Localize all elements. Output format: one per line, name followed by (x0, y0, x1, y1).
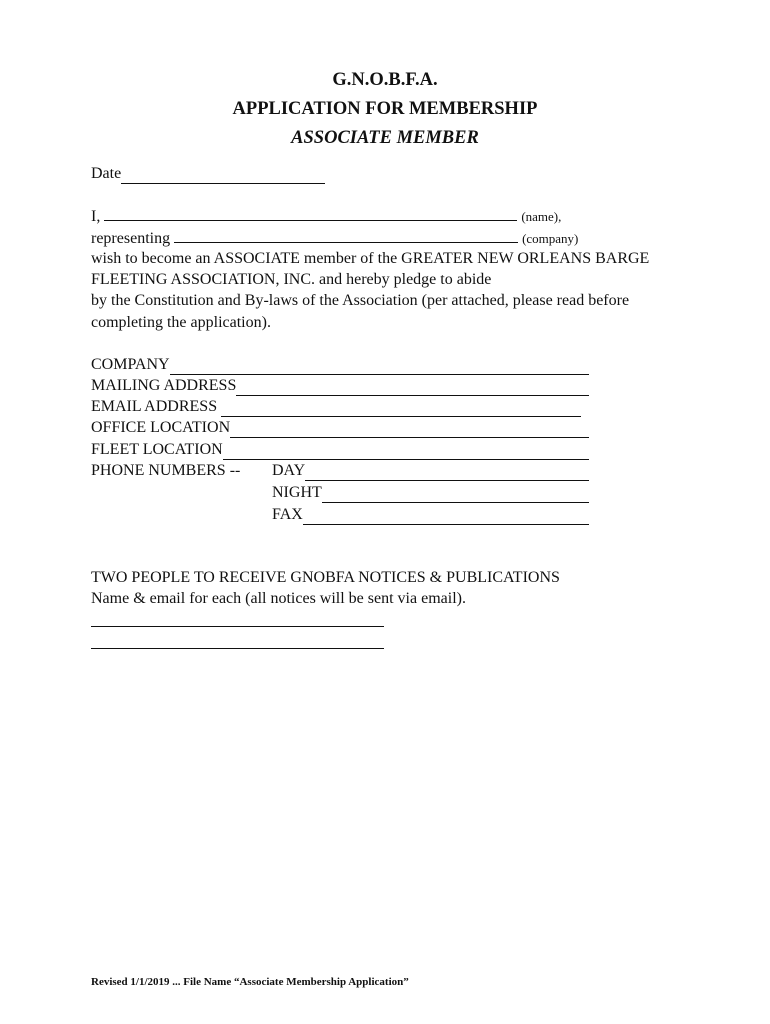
day-phone-input-line[interactable] (305, 464, 589, 481)
company-blank[interactable] (174, 228, 518, 243)
company-label: COMPANY (91, 356, 170, 373)
intro-text-2: FLEETING ASSOCIATION, INC. and hereby pledge to abide (91, 271, 492, 288)
office-location-field[interactable] (91, 418, 589, 438)
fax-input-line[interactable] (303, 508, 589, 525)
date-label: Date (91, 165, 122, 182)
intro-text-1: wish to become an ASSOCIATE member of the GREATER NEW ORLEANS BARGE (91, 250, 650, 267)
date-blank[interactable] (121, 169, 325, 184)
mailing-address-input-line[interactable] (236, 379, 589, 396)
form-header (0, 66, 770, 153)
night-label: NIGHT (272, 484, 322, 501)
day-label: DAY (272, 462, 306, 479)
mailing-address-field[interactable] (91, 376, 589, 396)
recipient-1-line[interactable] (91, 626, 384, 627)
day-phone-field[interactable] (272, 461, 589, 481)
email-address-input-line[interactable] (221, 400, 581, 417)
recipients-instructions: Name & email for each (all notices will be sent via email). (91, 590, 466, 607)
email-address-label: EMAIL ADDRESS (91, 398, 222, 415)
night-phone-field[interactable] (272, 483, 589, 503)
recipient-2-line[interactable] (91, 648, 384, 649)
company-input-line[interactable] (170, 358, 589, 375)
intro-text-3: by the Constitution and By-laws of the Association (per attached, please read before (91, 292, 630, 309)
phone-numbers-label: PHONE NUMBERS -- (91, 462, 241, 479)
company-field[interactable] (91, 355, 589, 375)
representing-label: representing (91, 230, 175, 247)
form-subtitle: ASSOCIATE MEMBER (291, 128, 479, 148)
recipients-heading: TWO PEOPLE TO RECEIVE GNOBFA NOTICES & PUBLICATIONS (91, 569, 560, 586)
fleet-location-field[interactable] (91, 440, 589, 460)
email-address-field[interactable] (91, 397, 581, 417)
fleet-location-input-line[interactable] (223, 443, 589, 460)
office-location-label: OFFICE LOCATION (91, 419, 231, 436)
form-title: APPLICATION FOR MEMBERSHIP (232, 99, 538, 119)
date-field[interactable] (91, 164, 325, 184)
fleet-location-label: FLEET LOCATION (91, 441, 223, 458)
company-hint: (company) (522, 231, 579, 246)
office-location-input-line[interactable] (230, 421, 589, 438)
representing-line (91, 228, 578, 249)
name-hint: (name), (521, 209, 562, 224)
intro-text-4: completing the application). (91, 314, 271, 331)
org-acronym: G.N.O.B.F.A. (332, 70, 438, 90)
revision-footer: Revised 1/1/2019 ... File Name “Associate Membership Application” (91, 976, 409, 988)
fax-label: FAX (272, 506, 303, 523)
i-label: I, (91, 208, 105, 225)
night-phone-input-line[interactable] (322, 486, 589, 503)
fax-field[interactable] (272, 505, 589, 525)
name-blank[interactable] (104, 206, 517, 221)
name-line (91, 206, 561, 227)
mailing-address-label: MAILING ADDRESS (91, 377, 237, 394)
